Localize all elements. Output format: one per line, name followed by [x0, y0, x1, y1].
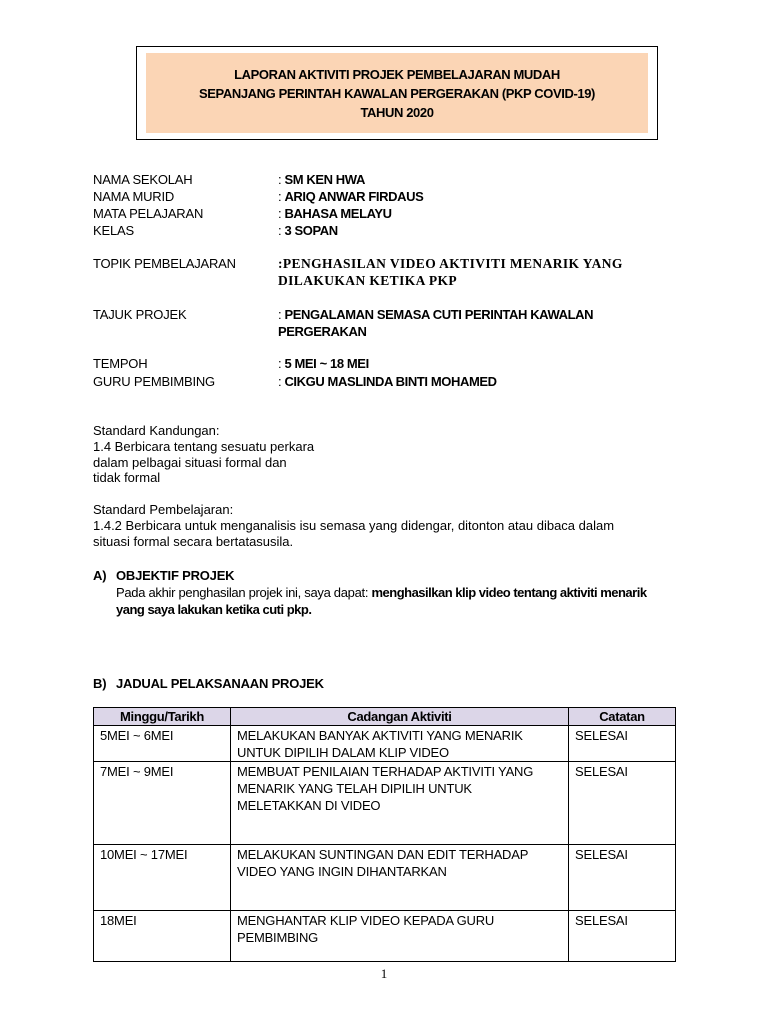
label-nama-murid: NAMA MURID: [93, 189, 175, 204]
colon: :: [278, 307, 285, 322]
standard-kandungan-heading: Standard Kandungan:: [93, 423, 220, 438]
value-mata-pelajaran: [278, 205, 392, 222]
standard-pembelajaran-heading: Standard Pembelajaran:: [93, 502, 234, 517]
label-mata-pelajaran: MATA PELAJARAN: [93, 206, 204, 221]
colon: :: [278, 189, 285, 204]
value-nama-sekolah: [278, 171, 365, 188]
section-letter: A): [93, 568, 107, 583]
standard-kandungan-line: dalam pelbagai situasi formal dan: [93, 455, 287, 470]
cell-tarikh: 10MEI ~ 17MEI: [94, 845, 231, 911]
title-frame: [136, 46, 658, 140]
cell-aktiviti: [231, 726, 569, 762]
label-nama-sekolah: NAMA SEKOLAH: [93, 172, 193, 187]
standard-kandungan-line: 1.4 Berbicara tentang sesuatu perkara: [93, 439, 315, 454]
cell-tarikh: 18MEI: [94, 911, 231, 962]
value-topik-line-1: :PENGHASILAN VIDEO AKTIVITI MENARIK YANG: [278, 256, 623, 271]
value-tajuk-line-1: [278, 306, 593, 323]
title-box: [146, 53, 648, 133]
colon: :: [278, 374, 285, 389]
standard-pembelajaran-line: 1.4.2 Berbicara untuk menganalisis isu semasa yang didengar, ditonton atau dibaca dalam: [93, 518, 615, 533]
standard-pembelajaran-line: situasi formal secara bertatasusila.: [93, 534, 294, 549]
cell-aktiviti: [231, 762, 569, 845]
objektif-bold-1: menghasilkan klip video tentang aktiviti menarik: [371, 585, 647, 600]
cell-catatan: SELESAI: [569, 911, 676, 962]
table-row: [94, 911, 676, 962]
label-tempoh: TEMPOH: [93, 356, 148, 371]
aktiviti-line: MENARIK YANG TELAH DIPILIH UNTUK: [237, 781, 472, 796]
label-tajuk-projek: TAJUK PROJEK: [93, 307, 187, 322]
cell-catatan: SELESAI: [569, 726, 676, 762]
value-text: BAHASA MELAYU: [284, 206, 392, 221]
colon: :: [278, 223, 285, 238]
colon: :: [278, 172, 285, 187]
section-title: JADUAL PELAKSANAAN PROJEK: [116, 676, 324, 691]
aktiviti-line: VIDEO YANG INGIN DIHANTARKAN: [237, 864, 447, 879]
page-number: 1: [380, 966, 388, 981]
table-row: [94, 845, 676, 911]
objektif-bold-2: yang saya lakukan ketika cuti pkp.: [116, 602, 312, 617]
aktiviti-line: MELAKUKAN SUNTINGAN DAN EDIT TERHADAP: [237, 847, 529, 862]
objektif-intro: Pada akhir penghasilan projek ini, saya dapat:: [116, 585, 372, 600]
value-text: ARIQ ANWAR FIRDAUS: [284, 189, 424, 204]
cell-catatan: SELESAI: [569, 845, 676, 911]
value-text: 3 SOPAN: [284, 223, 338, 238]
aktiviti-line: UNTUK DIPILIH DALAM KLIP VIDEO: [237, 745, 449, 760]
value-text: CIKGU MASLINDA BINTI MOHAMED: [284, 374, 497, 389]
cell-aktiviti: [231, 845, 569, 911]
section-a-heading: [93, 567, 234, 584]
column-header: Cadangan Aktiviti: [231, 708, 569, 726]
section-title: OBJEKTIF PROJEK: [116, 568, 235, 583]
aktiviti-line: MENGHANTAR KLIP VIDEO KEPADA GURU: [237, 913, 495, 928]
value-tempoh: [278, 355, 369, 372]
aktiviti-line: MELAKUKAN BANYAK AKTIVITI YANG MENARIK: [237, 728, 523, 743]
value-tajuk-line-2: PERGERAKAN: [278, 324, 367, 339]
value-kelas: [278, 222, 338, 239]
report-title-line-1: LAPORAN AKTIVITI PROJEK PEMBELAJARAN MUDAH: [234, 66, 560, 82]
aktiviti-line: MEMBUAT PENILAIAN TERHADAP AKTIVITI YANG: [237, 764, 534, 779]
colon: :: [278, 206, 285, 221]
section-b-heading: [93, 675, 324, 692]
value-text: SM KEN HWA: [284, 172, 365, 187]
report-title-line-3: TAHUN 2020: [360, 104, 434, 120]
cell-tarikh: 5MEI ~ 6MEI: [94, 726, 231, 762]
cell-catatan: SELESAI: [569, 762, 676, 845]
value-topik-line-2: DILAKUKAN KETIKA PKP: [278, 273, 458, 288]
value-text: PENGALAMAN SEMASA CUTI PERINTAH KAWALAN: [284, 307, 594, 322]
section-letter: B): [93, 676, 107, 691]
cell-tarikh: 7MEI ~ 9MEI: [94, 762, 231, 845]
table-header-row: [94, 708, 676, 726]
standard-kandungan-line: tidak formal: [93, 470, 161, 485]
aktiviti-line: MELETAKKAN DI VIDEO: [237, 798, 381, 813]
cell-aktiviti: [231, 911, 569, 962]
jadual-table: [93, 707, 676, 962]
label-guru-pembimbing: GURU PEMBIMBING: [93, 374, 215, 389]
column-header: Catatan: [569, 708, 676, 726]
value-nama-murid: [278, 188, 423, 205]
label-topik-pembelajaran: TOPIK PEMBELAJARAN: [93, 256, 236, 271]
table-row: [94, 762, 676, 845]
value-guru-pembimbing: [278, 373, 497, 390]
objektif-line-1: [116, 584, 647, 601]
report-title-line-2: SEPANJANG PERINTAH KAWALAN PERGERAKAN (PKP COVID-19): [199, 85, 595, 101]
colon: :: [278, 356, 285, 371]
value-text: 5 MEI ~ 18 MEI: [284, 356, 369, 371]
objektif-line-2: [116, 601, 311, 618]
table-row: [94, 726, 676, 762]
column-header: Minggu/Tarikh: [94, 708, 231, 726]
label-kelas: KELAS: [93, 223, 134, 238]
aktiviti-line: PEMBIMBING: [237, 930, 319, 945]
